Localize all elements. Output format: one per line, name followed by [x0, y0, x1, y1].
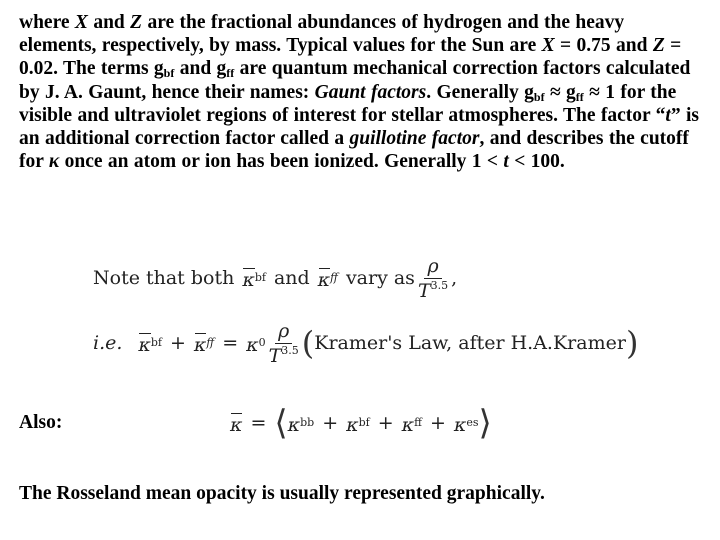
body-paragraph: where X and Z are the fractional abundances of hydrogen and the heavy elements, respectively, by mass. Typical values for the Sun are X = 0.75 and Z = 0.02. The terms $g_{bf}$ and $g_{ff}$ are quantum mechanical correction factors calculated by J. A. Gaunt, hence their names: Gaunt factors. Generally $g_{bf} \approx g_{ff} \approx 1$ for the visible and ultraviolet regions of interest for stellar atmospheres. The factor “t” is an additional correction factor called a guillotine factor, and describes the cutoff for κ once an atom or ion has been ionized. Generally 1 < t < 100. [19, 12, 699, 173]
rho-over-t-fraction: $\frac{\rho}{T^{3.5}}$ [417, 254, 449, 302]
equation-kramers-law: i.e. κ bf + κ ff = κ 0 $\frac{\rho}{T^{3.5}}$ ( Kramer's Law, after H.A.Kramer ) [93, 319, 639, 367]
kramers-law-label: Kramer's Law, after H.A.Kramer [314, 332, 626, 354]
closing-sentence: The Rosseland mean opacity is usually represented graphically. [19, 483, 545, 504]
equation-vary-as: Note that both κ bf and κ ff vary as $\frac{\rho}{T^{3.5}}$ , [93, 254, 458, 302]
equation-total-opacity: κ = ⟨ κ bb + κ bf + κ ff + κ es ⟩ [230, 403, 492, 443]
also-label: Also: [19, 412, 63, 433]
kramer-fraction: $\frac{\rho}{T^{3.5}}$ [268, 319, 299, 367]
guillotine-factor-term: guillotine factor [349, 128, 480, 150]
gaunt-factors-term: Gaunt factors [314, 81, 427, 103]
